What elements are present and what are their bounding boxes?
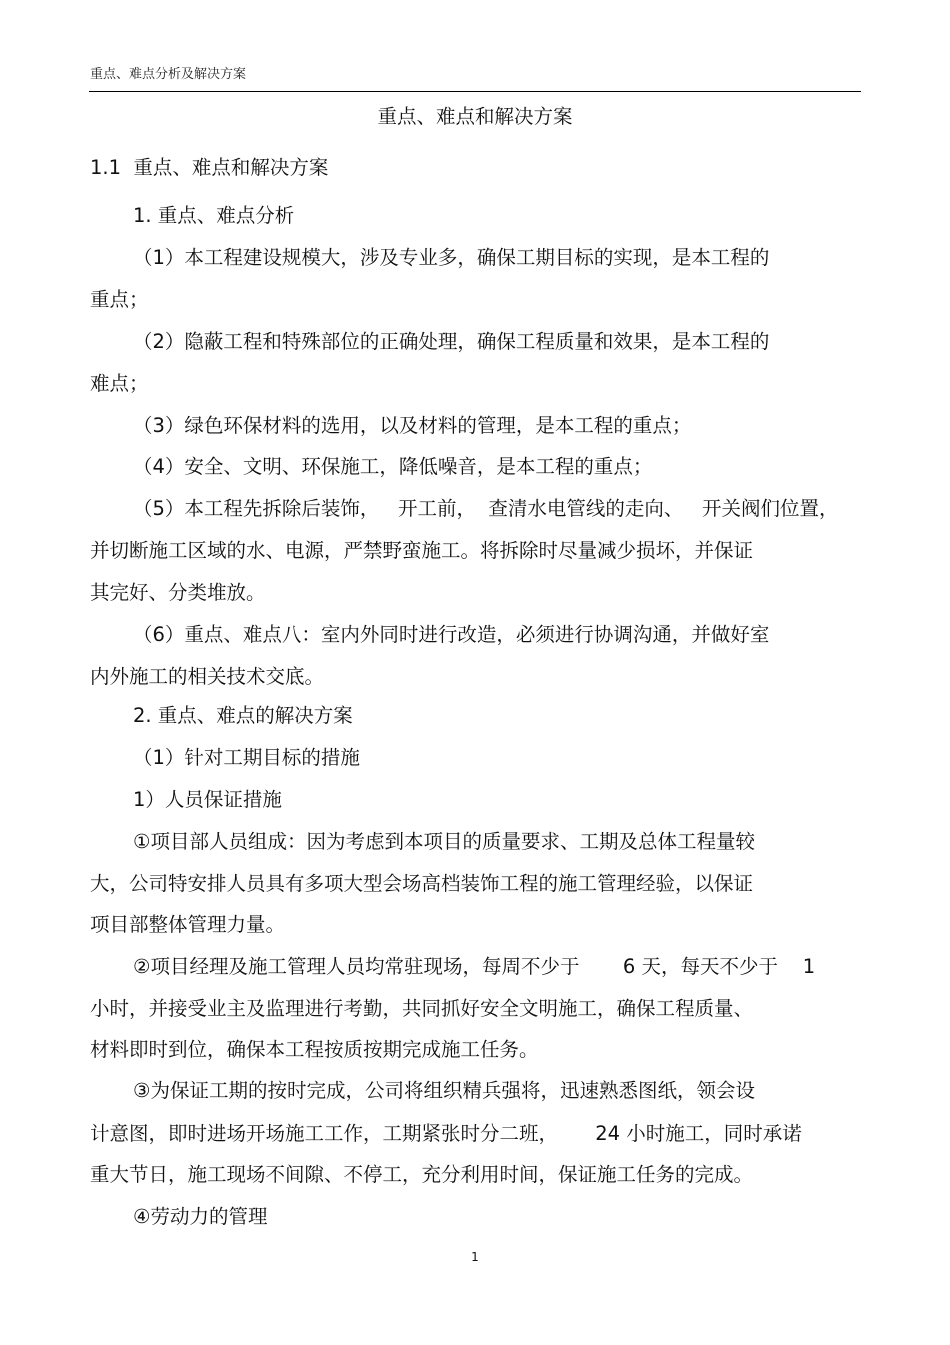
- paragraph-line: （1）本工程建设规模大，涉及专业多，确保工期目标的实现，是本工程的: [133, 246, 770, 269]
- paragraph-line: ①项目部人员组成：因为考虑到本项目的质量要求、工期及总体工程量较: [133, 830, 755, 853]
- paragraph-line: （4）安全、文明、环保施工，降低噪音，是本工程的重点；: [133, 455, 653, 478]
- paragraph-line: 其完好、分类堆放。: [90, 581, 266, 604]
- paragraph-line: 大，公司特安排人员具有多项大型会场高档装饰工程的施工管理经验，以保证: [90, 872, 754, 895]
- paragraph-line: 1）人员保证措施: [133, 788, 282, 811]
- paragraph-line: ④劳动力的管理: [133, 1205, 268, 1228]
- paragraph-line: 重点；: [90, 288, 149, 311]
- paragraph-line: 难点；: [90, 372, 149, 395]
- paragraph-line: （2）隐蔽工程和特殊部位的正确处理，确保工程质量和效果，是本工程的: [133, 330, 770, 353]
- paragraph-line: 项目部整体管理力量。: [90, 913, 286, 936]
- paragraph-line: 1. 重点、难点分析: [133, 204, 295, 227]
- paragraph-line: 内外施工的相关技术交底。: [90, 665, 325, 688]
- page-number: 1: [471, 1250, 479, 1264]
- paragraph-line: 重大节日，施工现场不间隙、不停工，充分利用时间，保证施工任务的完成。: [90, 1163, 754, 1186]
- paragraph-line: 材料即时到位，确保本工程按质按期完成施工任务。: [90, 1038, 539, 1061]
- paragraph-line: 计意图，即时进场开场施工工作，工期紧张时分二班， 24 小时施工，同时承诺: [90, 1122, 802, 1145]
- section-heading: 1.1 重点、难点和解决方案: [90, 156, 329, 179]
- paragraph-line: （5）本工程先拆除后装饰， 开工前， 查清水电管线的走向、 开关阀们位置，: [133, 497, 839, 520]
- paragraph-line: （3）绿色环保材料的选用，以及材料的管理，是本工程的重点；: [133, 414, 692, 437]
- header-divider: [89, 91, 861, 92]
- paragraph-line: ②项目经理及施工管理人员均常驻现场，每周不少于 6 天，每天不少于 1: [133, 955, 816, 978]
- paragraph-line: 小时，并接受业主及监理进行考勤，共同抓好安全文明施工，确保工程质量、: [90, 997, 754, 1020]
- document-title: 重点、难点和解决方案: [377, 105, 573, 128]
- paragraph-line: ③为保证工期的按时完成，公司将组织精兵强将，迅速熟悉图纸，领会设: [133, 1079, 755, 1102]
- paragraph-line: 2. 重点、难点的解决方案: [133, 704, 353, 727]
- paragraph-line: （6）重点、难点八：室内外同时进行改造，必须进行协调沟通，并做好室: [133, 623, 770, 646]
- paragraph-line: 并切断施工区域的水、电源，严禁野蛮施工。将拆除时尽量减少损坏，并保证: [90, 539, 754, 562]
- running-header: 重点、难点分析及解决方案: [90, 67, 247, 82]
- paragraph-line: （1）针对工期目标的措施: [133, 746, 360, 769]
